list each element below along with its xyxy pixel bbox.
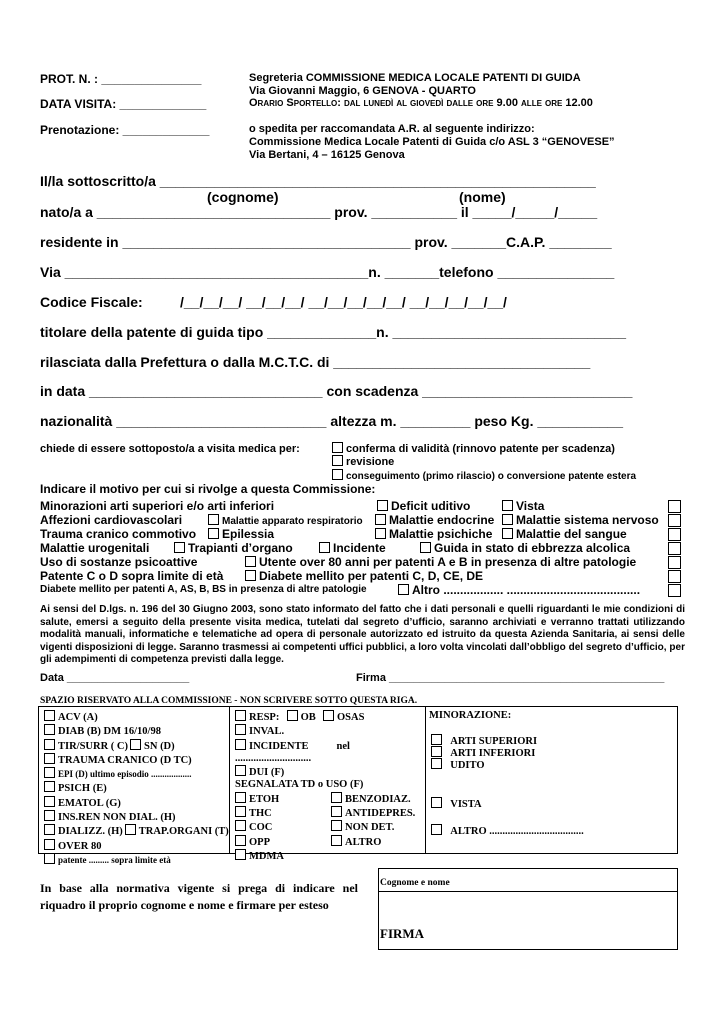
- spedita-line2: Commissione Medica Locale Patenti di Guida c/o ASL 3 “GENOVESE”: [249, 136, 615, 148]
- codice-fiscale-label: Codice Fiscale:: [40, 294, 143, 310]
- nome-label: (nome): [459, 189, 506, 205]
- segreteria-title: Segreteria COMMISSIONE MEDICA LOCALE PATENTI DI GUIDA: [249, 72, 581, 84]
- motivo-cardiovascolari: Affezioni cardiovascolari: [40, 513, 183, 527]
- checkbox-icon[interactable]: [208, 528, 219, 539]
- motivo-minorazioni: Minorazioni arti superiori e/o arti inferiori: [40, 499, 275, 513]
- checkbox-icon[interactable]: [44, 724, 55, 735]
- checkbox-icon[interactable]: [431, 746, 442, 757]
- nazionalita-field[interactable]: nazionalità ___________________________ altezza m. _________ peso Kg. ___________: [40, 413, 623, 429]
- motivo-altro[interactable]: Altro .................. ........................................: [396, 583, 640, 597]
- checkbox-icon[interactable]: [235, 739, 246, 750]
- checkbox-icon[interactable]: [375, 528, 386, 539]
- checkbox-icon[interactable]: [668, 542, 681, 555]
- footer-note: In base alla normativa vigente si prega di indicare nel riquadro il proprio cognome e nome e firmare per esteso: [40, 881, 358, 912]
- motivo-urogenitali: Malattie urogenitali: [40, 541, 150, 555]
- checkbox-icon[interactable]: [332, 455, 343, 466]
- prenotazione-field[interactable]: Prenotazione: _____________: [40, 123, 210, 137]
- motivi-title: Indicare il motivo per cui si rivolge a questa Commissione:: [40, 482, 376, 496]
- checkbox-icon[interactable]: [287, 710, 298, 721]
- checkbox-icon[interactable]: [245, 570, 256, 581]
- motivo-vista[interactable]: Vista: [500, 499, 544, 513]
- checkbox-icon[interactable]: [668, 514, 681, 527]
- checkbox-icon[interactable]: [668, 570, 681, 583]
- checkbox-icon[interactable]: [125, 824, 136, 835]
- checkbox-icon[interactable]: [668, 556, 681, 569]
- residente-field[interactable]: residente in _____________________________________ prov. _______C.A.P. ________: [40, 234, 612, 250]
- firma-label: FIRMA: [380, 926, 425, 941]
- prot-number-field[interactable]: PROT. N. : _______________: [40, 72, 202, 86]
- checkbox-icon[interactable]: [502, 528, 513, 539]
- checkbox-icon[interactable]: [323, 710, 334, 721]
- motivo-ebbrezza[interactable]: Guida in stato di ebbrezza alcolica: [418, 541, 630, 555]
- sottoscritto-field[interactable]: Il/la sottoscritto/a ________________________________________________________: [40, 173, 596, 189]
- cognome-nome-label: Cognome e nome: [380, 878, 450, 888]
- motivo-respiratorio[interactable]: Malattie apparato respiratorio: [206, 514, 363, 527]
- checkbox-icon[interactable]: [668, 584, 681, 597]
- checkbox-icon[interactable]: [208, 514, 219, 525]
- checkbox-icon[interactable]: [44, 753, 55, 764]
- firma-field[interactable]: Firma _____________________________________________: [356, 672, 665, 684]
- checkbox-icon[interactable]: [235, 820, 246, 831]
- checkbox-icon[interactable]: [235, 806, 246, 817]
- spedita-line1: o spedita per raccomandata A.R. al seguente indirizzo:: [249, 123, 535, 135]
- checkbox-icon[interactable]: [235, 724, 246, 735]
- data-visita-field[interactable]: DATA VISITA: _____________: [40, 97, 207, 111]
- checkbox-icon[interactable]: [44, 796, 55, 807]
- checkbox-icon[interactable]: [44, 767, 55, 778]
- motivo-diabete-ab: Diabete mellito per patenti A, AS, B, BS in presenza di altre patologie: [40, 584, 367, 595]
- checkbox-icon[interactable]: [44, 839, 55, 850]
- motivo-diabete-cd[interactable]: Diabete mellito per patenti C, D, CE, DE: [243, 569, 483, 583]
- option-revisione[interactable]: revisione: [330, 455, 394, 468]
- checkbox-icon[interactable]: [331, 820, 342, 831]
- checkbox-icon[interactable]: [235, 849, 246, 860]
- motivo-deficit-uditivo[interactable]: Deficit uditivo: [375, 499, 470, 513]
- checkbox-icon[interactable]: [44, 824, 55, 835]
- checkbox-icon[interactable]: [431, 734, 442, 745]
- checkbox-icon[interactable]: [431, 758, 442, 769]
- checkbox-icon[interactable]: [44, 739, 55, 750]
- spedita-line3: Via Bertani, 4 – 16125 Genova: [249, 149, 405, 161]
- chiede-label: chiede di essere sottoposto/a a visita medica per:: [40, 443, 300, 455]
- segreteria-address: Via Giovanni Maggio, 6 GENOVA - QUARTO: [249, 85, 476, 97]
- via-field[interactable]: Via _______________________________________n. _______telefono _______________: [40, 264, 615, 280]
- motivo-endocrine[interactable]: Malattie endocrine: [373, 513, 494, 527]
- option-conferma[interactable]: conferma di validità (rinnovo patente per scadenza): [330, 442, 615, 455]
- privacy-notice: Ai sensi del D.lgs. n. 196 del 30 Giugno 2003, sono stato informato del fatto che i dati personali e quelli riguardanti le mie condizioni di salute, emersi a seguito della presente visita medica, tutelati dal segreto d’ufficio, saranno archiviati e verranno trattati utilizzando modalità manuali, informatiche e telematiche ad opera di personale autorizzato ed istruito da questa Azienda Sanitaria, ai sensi delle vigenti disposizioni di legge. Saranno trasmessi ai competenti uffici pubblici, a loro volta vincolati dall’obbligo del segreto d’ufficio, per gli adempimenti di competenza previsti dalla legge.: [40, 604, 685, 666]
- motivo-epilessia[interactable]: Epilessia: [206, 527, 274, 541]
- motivo-sostanze: Uso di sostanze psicoattive: [40, 555, 198, 569]
- motivo-psichiche[interactable]: Malattie psichiche: [373, 527, 492, 541]
- checkbox-icon[interactable]: [377, 500, 388, 511]
- in-data-field[interactable]: in data ______________________________ con scadenza ___________________________: [40, 383, 633, 399]
- cognome-label: (cognome): [207, 189, 279, 205]
- checkbox-icon[interactable]: [331, 792, 342, 803]
- checkbox-icon[interactable]: [44, 853, 55, 864]
- checkbox-icon[interactable]: [235, 710, 246, 721]
- option-conseguimento[interactable]: conseguimento (primo rilascio) o conversione patente estera: [330, 469, 636, 482]
- checkbox-icon[interactable]: [174, 542, 185, 553]
- checkbox-icon[interactable]: [668, 500, 681, 513]
- checkbox-icon[interactable]: [130, 739, 141, 750]
- signature-box[interactable]: [378, 868, 678, 950]
- checkbox-icon[interactable]: [502, 514, 513, 525]
- motivo-patente-cd: Patente C o D sopra limite di età: [40, 569, 224, 583]
- checkbox-icon[interactable]: [331, 806, 342, 817]
- checkbox-icon[interactable]: [235, 792, 246, 803]
- checkbox-icon[interactable]: [331, 835, 342, 846]
- checkbox-icon[interactable]: [44, 710, 55, 721]
- checkbox-icon[interactable]: [332, 469, 343, 480]
- checkbox-icon[interactable]: [44, 781, 55, 792]
- motivo-trapianti[interactable]: Trapianti d’organo: [172, 541, 293, 555]
- commissione-title: SPAZIO RISERVATO ALLA COMMISSIONE - NON SCRIVERE SOTTO QUESTA RIGA.: [40, 696, 418, 706]
- checkbox-icon[interactable]: [235, 835, 246, 846]
- checkbox-icon[interactable]: [319, 542, 330, 553]
- motivo-trauma-cranico: Trauma cranico commotivo: [40, 527, 197, 541]
- checkbox-icon[interactable]: [668, 528, 681, 541]
- commissione-table: ACV (A) DIAB (B) DM 16/10/98 TIR/SURR ( C) SN (D) TRAUMA CRANICO (D TC) EPI (D) ultimo episodio .................. PSICH (E) EMATOL (G) INS.REN NON DIAL. (H) DIALIZZ. (H) TRAP.ORGANI (T) OVER 80 patente ......... sopra limite età RESP: OB OSAS INVAL. INCIDENTE nel ............................. DUI (F) SEGNALATA TD o USO (F) ETOH BENZODIAZ. THC ANTIDEPRES. COC NON DET. OPP ALTRO MDMA MINORAZIONE: ARTI SUPERIORI ARTI INFERIORI UDITO VISTA ALTRO ....................................: [38, 706, 678, 854]
- checkbox-icon[interactable]: [502, 500, 513, 511]
- checkbox-icon[interactable]: [235, 765, 246, 776]
- nato-field[interactable]: nato/a a ______________________________ prov. ___________ il _____/_____/_____: [40, 204, 598, 220]
- checkbox-icon[interactable]: [431, 797, 442, 808]
- checkbox-icon[interactable]: [431, 824, 442, 835]
- checkbox-icon[interactable]: [245, 556, 256, 567]
- rilasciata-field[interactable]: rilasciata dalla Prefettura o dalla M.C.T.C. di _________________________________: [40, 354, 591, 370]
- checkbox-icon[interactable]: [44, 810, 55, 821]
- codice-fiscale-field[interactable]: /__/__/__/ __/__/__/ __/__/__/__/__/ __/__/__/__/__/: [180, 294, 507, 310]
- minorazione-title: MINORAZIONE:: [429, 710, 512, 721]
- checkbox-icon[interactable]: [375, 514, 386, 525]
- motivo-sangue[interactable]: Malattie del sangue: [500, 527, 627, 541]
- checkbox-icon[interactable]: [398, 584, 409, 595]
- checkbox-icon[interactable]: [420, 542, 431, 553]
- motivo-over-80[interactable]: Utente over 80 anni per patenti A e B in presenza di altre patologie: [243, 555, 636, 569]
- checkbox-icon[interactable]: [332, 442, 343, 453]
- data-field[interactable]: Data ____________________: [40, 672, 190, 684]
- motivo-incidente[interactable]: Incidente: [317, 541, 386, 555]
- orario-sportello: Orario Sportello: dal lunedì al giovedì dalle ore 9.00 alle ore 12.00: [249, 97, 593, 109]
- motivo-sistema-nervoso[interactable]: Malattie sistema nervoso: [500, 513, 659, 527]
- titolare-field[interactable]: titolare della patente di guida tipo ______________n. ______________________________: [40, 324, 627, 340]
